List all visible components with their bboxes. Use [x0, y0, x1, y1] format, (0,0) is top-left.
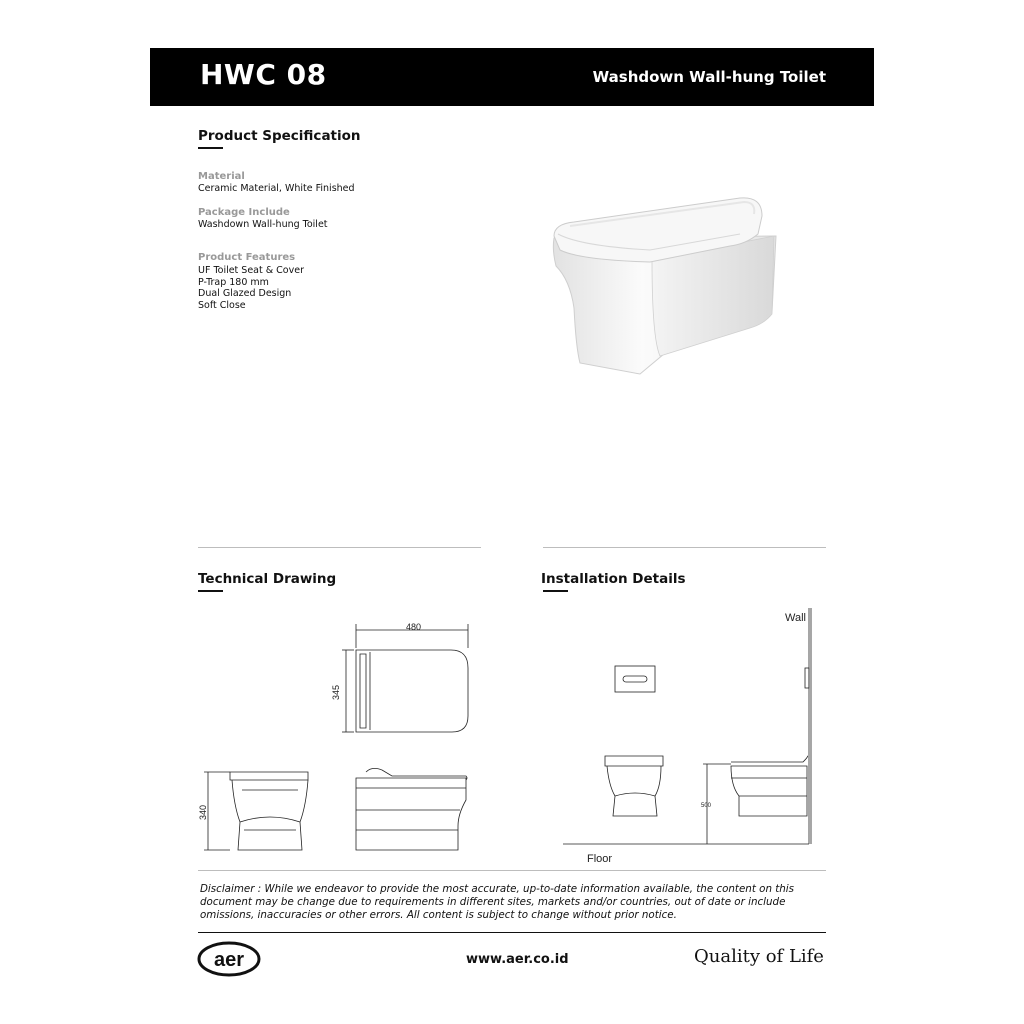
- installation-drawing: [545, 606, 835, 870]
- material-label: Material: [198, 171, 245, 182]
- dim-height-label: 340: [198, 804, 208, 820]
- material-value: Ceramic Material, White Finished: [198, 183, 355, 194]
- floor-label: Floor: [587, 853, 613, 865]
- wall-label: Wall: [785, 612, 806, 624]
- features-list: [198, 265, 304, 311]
- spec-title-underline: [198, 147, 223, 149]
- dim-width-label: 480: [406, 622, 422, 632]
- aer-logo: [197, 941, 261, 977]
- installation-title: Installation Details: [541, 571, 686, 587]
- divider-right: [543, 547, 826, 548]
- features-label: Product Features: [198, 252, 296, 263]
- website-link[interactable]: www.aer.co.id: [466, 952, 569, 967]
- footer-rule: [198, 932, 826, 933]
- tagline: Quality of Life: [694, 946, 824, 967]
- aer-logo-text: aer: [213, 949, 245, 971]
- dim-depth-label: 345: [331, 684, 341, 700]
- feature-item: Soft Close: [198, 299, 246, 311]
- product-subtitle: Washdown Wall-hung Toilet: [592, 68, 826, 86]
- product-model: HWC 08: [200, 58, 327, 91]
- header-band: [150, 48, 874, 106]
- feature-item: Dual Glazed Design: [198, 288, 292, 300]
- spec-title: Product Specification: [198, 128, 361, 144]
- divider-disclaimer: [198, 870, 826, 871]
- package-value: Washdown Wall-hung Toilet: [198, 219, 328, 230]
- dim-mount-label: 500: [701, 803, 712, 809]
- installation-title-underline: [543, 590, 568, 592]
- feature-item: UF Toilet Seat & Cover: [198, 265, 304, 276]
- technical-drawing: [196, 616, 486, 872]
- technical-title-underline: [198, 590, 223, 592]
- package-label: Package Include: [198, 207, 290, 218]
- product-photo: [540, 188, 785, 383]
- disclaimer-text: Disclaimer : While we endeavor to provide the most accurate, up-to-date information available, the content on this document may be change due to requirements in different sites, markets and/or countries, out of date or include omissions, inaccuracies or other errors. All content is subject to change without prior notice.: [200, 883, 795, 921]
- technical-title: Technical Drawing: [198, 571, 337, 587]
- divider-left: [198, 547, 481, 548]
- feature-item: P-Trap 180 mm: [198, 276, 269, 288]
